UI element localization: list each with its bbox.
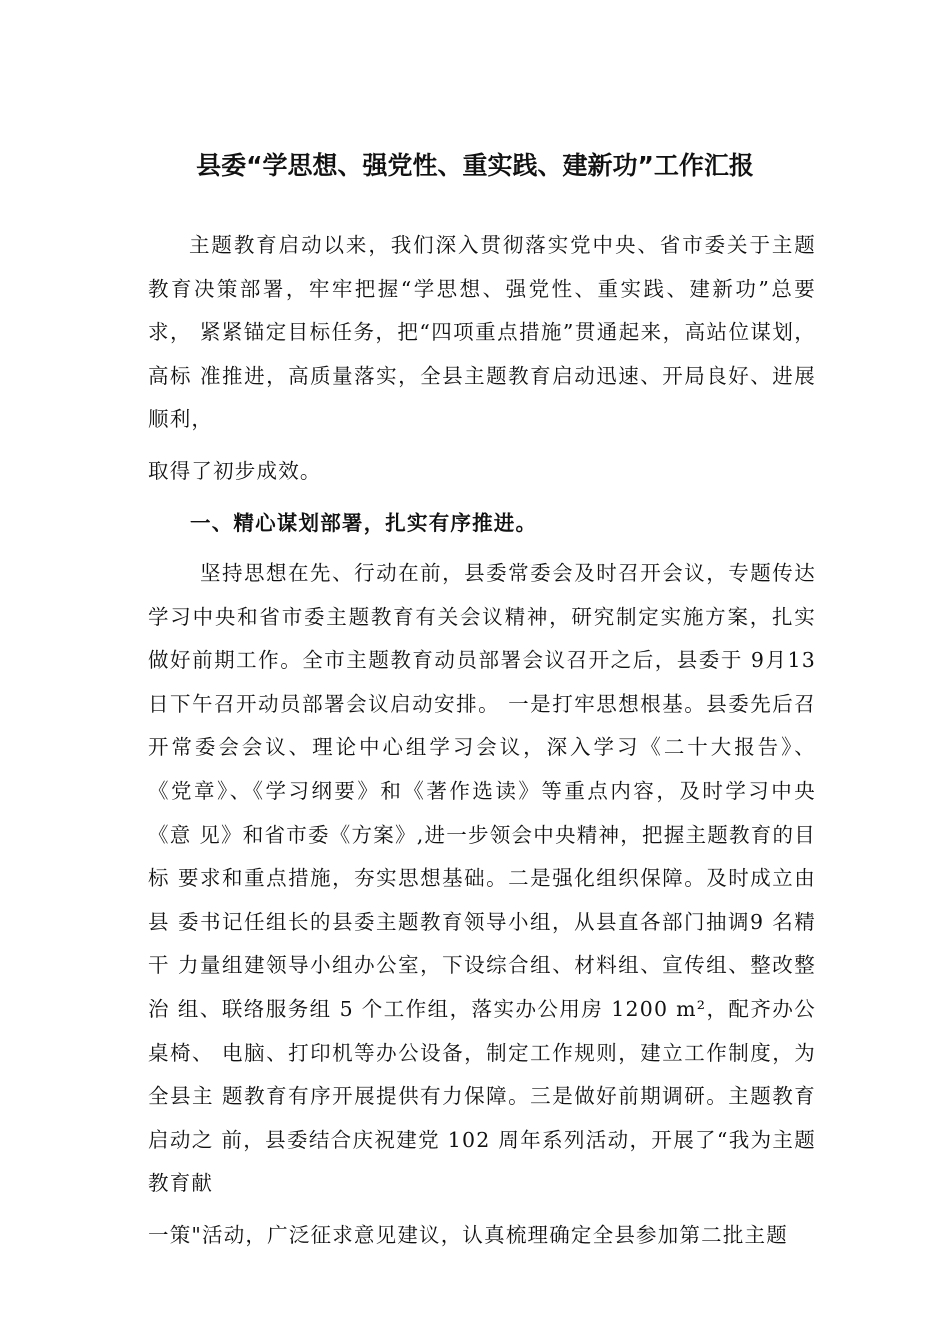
intro-continuation: 取得了初步成效。 <box>148 459 322 483</box>
intro-paragraph: 主题教育启动以来，我们深入贯彻落实党中央、省市委关于主题教育决策部署，牢牢把握“学思想、强党性、重实践、建新功”总要求， 紧紧锚定目标任务，把“四项重点措施”贯通起来，高站位谋划，高标 准推进，高质量落实，全县主题教育启动迅速、开局良好、进展顺利， <box>148 233 816 432</box>
document-title: 县委“学思想、强党性、重实践、建新功”工作汇报 <box>196 151 754 180</box>
section-1-continuation: 一策"活动，广泛征求意见建议，认真梳理确定全县参加第二批主题 <box>148 1223 788 1247</box>
section-1-paragraph: 坚持思想在先、行动在前，县委常委会及时召开会议，专题传达学习中央和省市委主题教育有关会议精神，研究制定实施方案，扎实做好前期工作。全市主题教育动员部署会议召开之后，县委于 9月13 日下午召开动员部署会议启动安排。 一是打牢思想根基。县委先后召开常委会会议、理论中心组学习会议，深入学习《二十大报告》、 《党章》、《学习纲要》和《著作选读》等重点内容，及时学习中央《意 见》和省市委《方案》,进一步领会中央精神，把握主题教育的目标 要求和重点措施，夯实思想基础。二是强化组织保障。及时成立由县 委书记任组长的县委主题教育领导小组，从县直各部门抽调9 名精干 力量组建领导小组办公室，下设综合组、材料组、宣传组、整改整治 组、联络服务组 5 个工作组，落实办公用房 1200 m²，配齐办公桌椅、 电脑、打印机等办公设备，制定工作规则，建立工作制度，为全县主 题教育有序开展提供有力保障。三是做好前期调研。主题教育启动之 前，县委结合庆祝建党 102 周年系列活动，开展了“我为主题教育献 <box>148 561 816 1196</box>
section-heading-1: 一、精心谋划部署，扎实有序推进。 <box>190 511 538 535</box>
